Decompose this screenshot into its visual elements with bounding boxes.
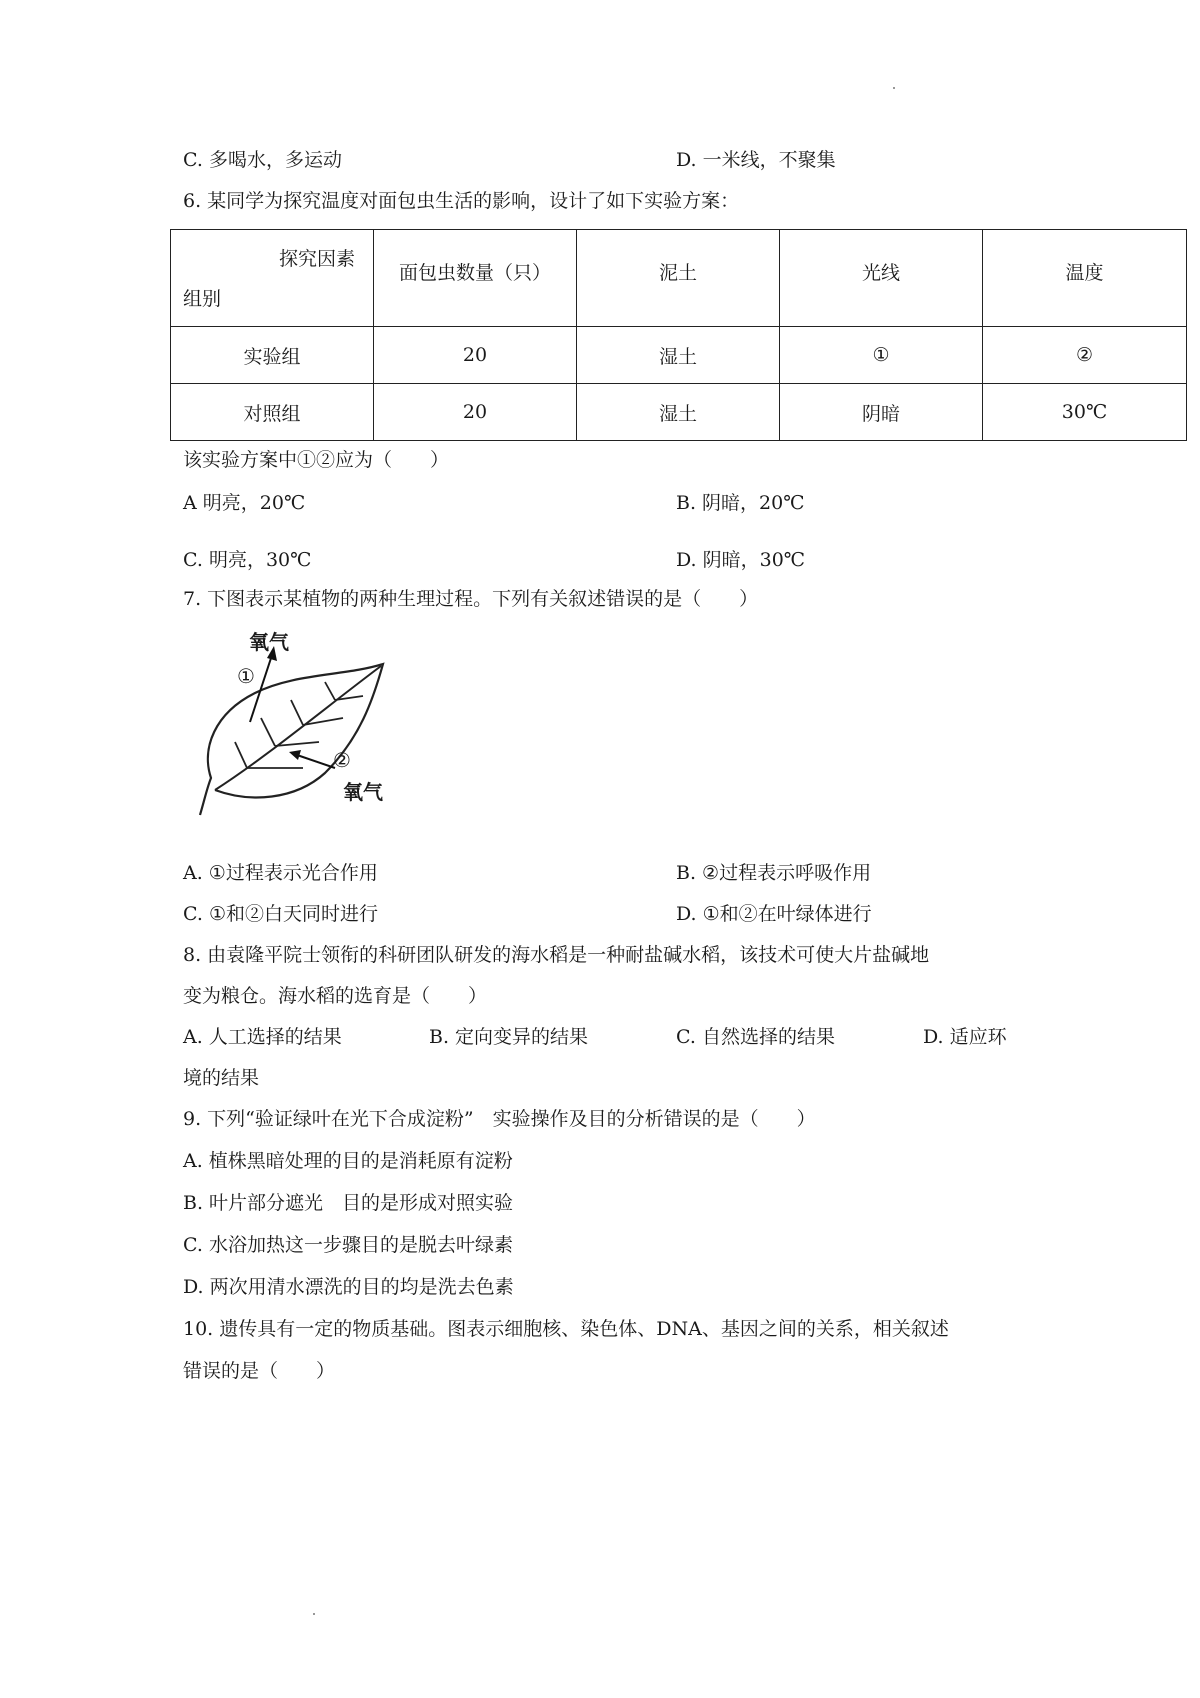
table-row [171,327,1187,384]
table-header-cell: 光线 [780,230,983,327]
q6-option-d: D. 阴暗，30℃ [676,549,806,571]
q7-option-d: D. ①和②在叶绿体进行 [676,903,872,925]
q7-stem: 7. 下图表示某植物的两种生理过程。下列有关叙述错误的是（ ） [183,588,759,610]
table-cell: 湿土 [577,327,780,384]
table-cell: 20 [374,384,577,441]
oxygen-intake-arrow [297,755,335,768]
q8-option-d-continued: 境的结果 [183,1067,260,1089]
table-header-row [171,230,1187,327]
table-header-cell: 泥土 [577,230,780,327]
q7-option-a: A. ①过程表示光合作用 [183,862,378,884]
corner-group-label: 组别 [183,288,222,310]
q5-option-d: D. 一米线，不聚集 [676,149,836,171]
table-group-cell: 实验组 [171,327,374,384]
oxygen-label-bottom: 氧气 [343,780,383,804]
corner-factor-label: 探究因素 [278,248,355,270]
q5-option-c: C. 多喝水，多运动 [183,149,342,171]
q6-option-a: A 明亮，20℃ [183,492,306,514]
table-cell: ② [983,327,1187,384]
table-corner-cell [171,230,374,327]
q7-option-b: B. ②过程表示呼吸作用 [676,862,872,884]
table-cell: 阴暗 [780,384,983,441]
q8-option-a: A. 人工选择的结果 [183,1026,342,1048]
q8-stem-line1: 8. 由袁隆平院士领衔的科研团队研发的海水稻是一种耐盐碱水稻，该技术可使大片盐碱地 [183,944,930,966]
experiment-table [170,229,1187,441]
scan-speck [893,87,895,89]
arrow-head-icon [289,750,301,760]
q8-stem-line2: 变为粮仓。海水稻的选育是（ ） [183,985,488,1007]
q10-stem-line2: 错误的是（ ） [183,1360,336,1382]
q9-option-d: D. 两次用清水漂洗的目的均是洗去色素 [183,1276,514,1298]
q7-option-c: C. ①和②白天同时进行 [183,903,378,925]
q9-option-b: B. 叶片部分遮光 目的是形成对照实验 [183,1192,514,1214]
q6-stem: 6. 某同学为探究温度对面包虫生活的影响，设计了如下实验方案： [183,190,740,212]
table-row [171,384,1187,441]
oxygen-label-top: 氧气 [249,630,289,654]
leaf-vein [261,718,275,746]
table-cell: 30℃ [983,384,1187,441]
leaf-vein [235,742,247,768]
scan-speck [313,1613,315,1615]
table-header-cell: 面包虫数量（只） [374,230,577,327]
q8-option-b: B. 定向变异的结果 [429,1026,589,1048]
q9-stem: 9. 下列“验证绿叶在光下合成淀粉” 实验操作及目的分析错误的是（ ） [183,1108,816,1130]
table-cell: ① [780,327,983,384]
leaf-vein [291,700,303,725]
table-group-cell: 对照组 [171,384,374,441]
table-cell: 20 [374,327,577,384]
process-1-marker: ① [237,664,255,688]
q6-option-b: B. 阴暗，20℃ [676,492,805,514]
table-cell: 湿土 [577,384,780,441]
q8-option-d: D. 适应环 [923,1026,1007,1048]
q6-option-c: C. 明亮，30℃ [183,549,312,571]
leaf-diagram [195,630,405,822]
leaf-vein [325,682,335,700]
table-header-cell: 温度 [983,230,1187,327]
q10-stem-line1: 10. 遗传具有一定的物质基础。图表示细胞核、染色体、DNA、基因之间的关系，相关叙述 [183,1318,949,1340]
q6-question: 该实验方案中①②应为（ ） [183,449,450,471]
q8-option-c: C. 自然选择的结果 [676,1026,835,1048]
q9-option-c: C. 水浴加热这一步骤目的是脱去叶绿素 [183,1234,513,1256]
q9-option-a: A. 植株黑暗处理的目的是消耗原有淀粉 [183,1150,513,1172]
process-2-marker: ② [333,748,351,772]
